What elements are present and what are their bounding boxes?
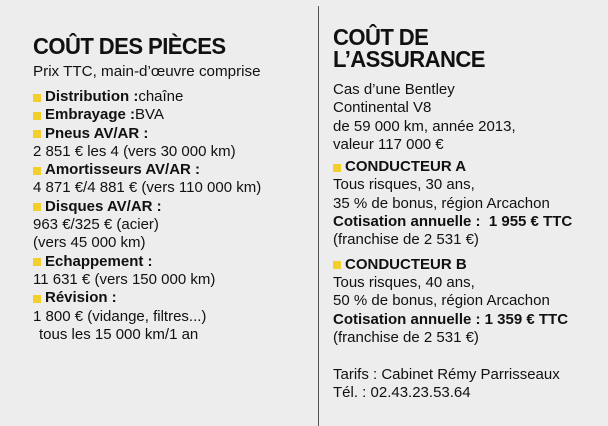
insurance-title-line2: L’ASSURANCE bbox=[333, 46, 485, 72]
item-disques-value: 963 €/325 € (acier) bbox=[33, 216, 159, 234]
item-pneus-value: 2 851 € les 4 (vers 30 000 km) bbox=[33, 142, 236, 160]
parts-cost-title: COÛT DES PIÈCES bbox=[33, 33, 226, 59]
bullet-square-icon bbox=[33, 258, 41, 266]
bullet-square-icon bbox=[33, 130, 41, 138]
item-revision: Révision : 1 800 € (vidange, filtres...) tous les 15 000 km/1 an bbox=[33, 289, 313, 344]
column-divider bbox=[318, 6, 319, 426]
bullet-square-icon bbox=[33, 112, 41, 120]
item-revision-value: 1 800 € (vidange, filtres...) bbox=[33, 307, 207, 325]
driver-b-cotisation: Cotisation annuelle : 1 359 € TTC bbox=[333, 310, 569, 328]
item-disques-value-2: (vers 45 000 km) bbox=[33, 234, 146, 252]
insurance-cost-column bbox=[333, 0, 603, 403]
parts-cost-subtitle: Prix TTC, main-d’œuvre comprise bbox=[33, 63, 261, 80]
item-amortisseurs: Amortisseurs AV/AR : 4 871 €/4 881 € (vers 110 000 km) bbox=[33, 161, 313, 198]
item-disques: Disques AV/AR : 963 €/325 € (acier) (vers 45 000 km) bbox=[33, 198, 313, 253]
item-distribution: Distribution : chaîne bbox=[33, 88, 313, 106]
item-embrayage: Embrayage : BVA bbox=[33, 106, 313, 124]
bullet-square-icon bbox=[33, 94, 41, 102]
driver-b-franchise: (franchise de 2 531 €) bbox=[333, 328, 479, 346]
item-echappement-value: 11 631 € (vers 150 000 km) bbox=[33, 270, 216, 288]
phone-number: Tél. : 02.43.23.53.64 bbox=[333, 384, 471, 402]
item-echappement: Echappement : 11 631 € (vers 150 000 km) bbox=[33, 253, 313, 290]
source-credit bbox=[333, 366, 603, 403]
parts-cost-column bbox=[33, 0, 313, 344]
driver-b-label: CONDUCTEUR B bbox=[345, 255, 467, 273]
bullet-square-icon bbox=[33, 203, 41, 211]
item-amortisseurs-value: 4 871 €/4 881 € (vers 110 000 km) bbox=[33, 179, 262, 197]
driver-a-franchise: (franchise de 2 531 €) bbox=[333, 231, 479, 249]
item-pneus: Pneus AV/AR : 2 851 € les 4 (vers 30 000 km) bbox=[33, 125, 313, 162]
item-revision-value-2: tous les 15 000 km/1 an bbox=[39, 325, 199, 343]
bullet-square-icon bbox=[333, 164, 341, 172]
driver-b-block: CONDUCTEUR B Tous risques, 40 ans, 50 % de bonus, région Arcachon Cotisation annuelle : 1 359 € TTC (franchise de 2 531 €) bbox=[333, 256, 603, 347]
tarifs-source: Tarifs : Cabinet Rémy Parrisseaux bbox=[333, 366, 560, 384]
insurance-title-line1: COÛT DE bbox=[333, 24, 429, 50]
bullet-square-icon bbox=[33, 167, 41, 175]
driver-a-label: CONDUCTEUR A bbox=[345, 158, 467, 176]
vehicle-description: Cas d’une Bentley Continental V8 de 59 000 km, année 2013, valeur 117 000 € bbox=[333, 81, 516, 153]
bullet-square-icon bbox=[33, 295, 41, 303]
driver-a-cotisation: Cotisation annuelle : 1 955 € TTC bbox=[333, 213, 573, 231]
bullet-square-icon bbox=[333, 261, 341, 269]
driver-a-block: CONDUCTEUR A Tous risques, 30 ans, 35 % de bonus, région Arcachon Cotisation annuelle : 1 955 € TTC (franchise de 2 531 €) bbox=[333, 158, 603, 249]
